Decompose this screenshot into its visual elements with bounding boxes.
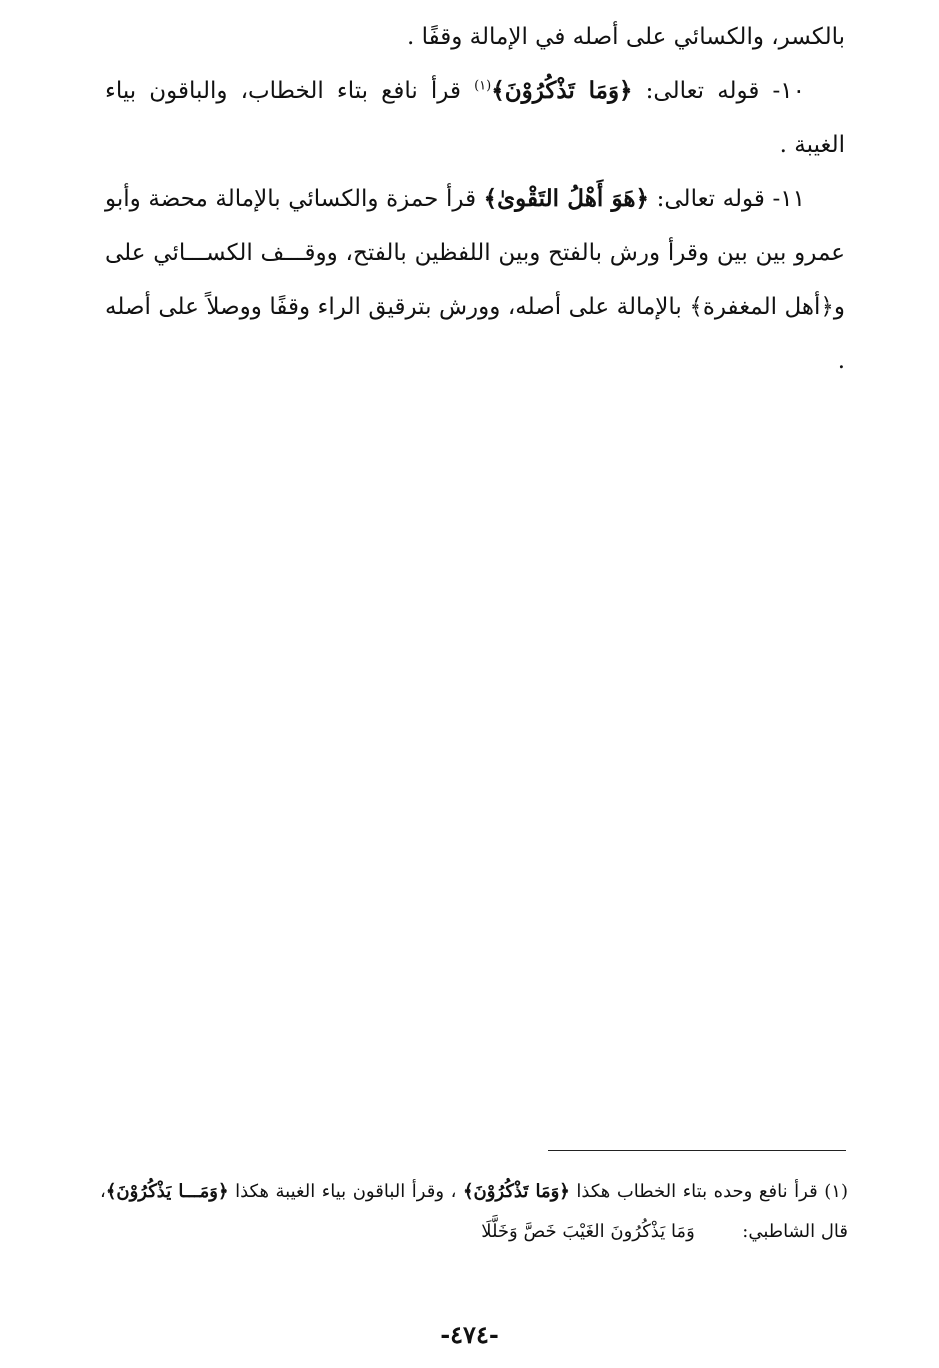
footnote	[100, 1172, 848, 1252]
item-11-text-1: قرأ حمزة والكسائي بالإمالة محضة وأبو عمرو بين بين وقرأ ورش بالفتح وبين اللفظين بالفتح، ووقـــف الكســـائي على و	[105, 186, 846, 320]
footnote-text-3: ، قال الشاطبي:	[100, 1181, 848, 1242]
continuation-text: بالكسر، والكسائي على أصله في الإمالة وقفًا .	[407, 24, 845, 50]
footnote-quran-1: ﴿وَمَا تَذْكُرُوْنَ﴾	[462, 1181, 570, 1202]
footnote-text-1: قرأ نافع وحده بتاء الخطاب هكذا	[576, 1181, 818, 1202]
item-10-text: قرأ نافع بتاء الخطاب، والباقون بياء الغيبة .	[105, 78, 845, 158]
item-11-quran-2: ﴿أهل المغفرة﴾	[689, 294, 834, 320]
item-10-number: ١٠-	[772, 78, 806, 104]
page-number: -٤٧٤-	[440, 1320, 499, 1349]
footnote-reference[interactable]: (١)	[474, 78, 492, 94]
continuation-line	[105, 10, 845, 64]
item-10-intro: قوله تعالى:	[645, 78, 760, 104]
footnote-text-2: ، وقرأ الباقون بياء الغيبة هكذا	[235, 1181, 457, 1202]
footnote-poem-verse: وَمَا يَذْكُرُونَ الغَيْبَ خَصَّ وَخَلَّلَا	[481, 1221, 695, 1242]
item-11-paragraph	[105, 172, 845, 388]
item-11-quran: ﴿هَوَ أَهْلُ التَقْوىٰ﴾	[483, 185, 650, 212]
footnote-paragraph	[100, 1172, 848, 1252]
item-10-quran: ﴿وَمَا تَذْكُرُوْنَ﴾	[491, 77, 633, 104]
footnote-separator	[548, 1150, 846, 1151]
item-11-intro: قوله تعالى:	[656, 186, 765, 212]
item-11-number: ١١-	[772, 186, 805, 212]
item-10-paragraph	[105, 64, 845, 172]
footnote-quran-2: ﴿وَمَـــا يَذْكُرُوْنَ﴾	[105, 1181, 229, 1202]
footnote-number: (١)	[824, 1181, 848, 1202]
item-11-text-2: بالإمالة على أصله، وورش بترقيق الراء وقفًا ووصلاً على أصله .	[105, 294, 845, 374]
main-text	[105, 10, 845, 388]
